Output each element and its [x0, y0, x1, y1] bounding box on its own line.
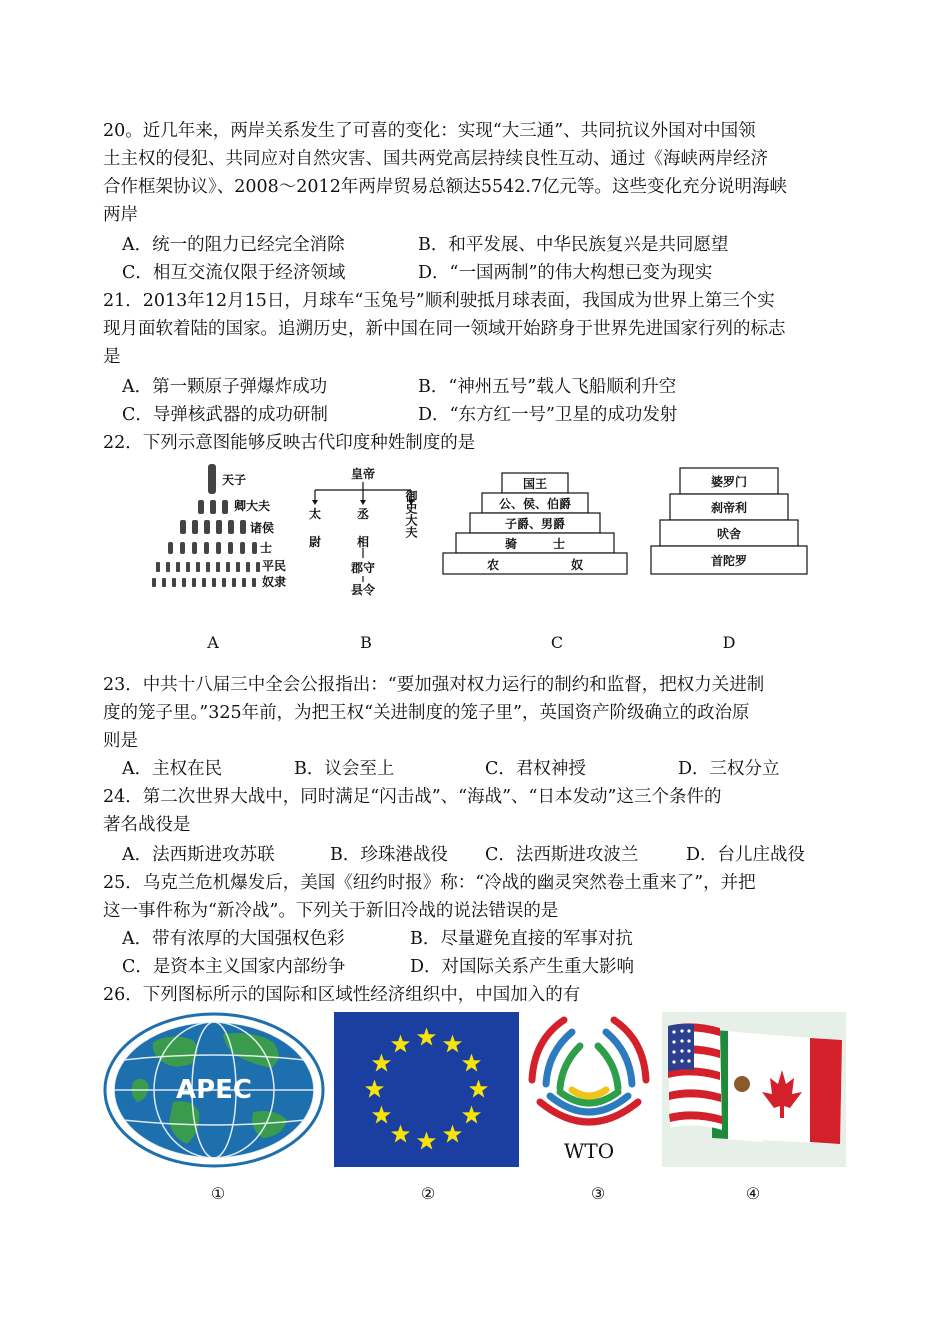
q23-line-3: 则是 — [103, 731, 138, 751]
q20-line-4: 两岸 — [103, 205, 138, 225]
q23-option-d: D．三权分立 — [678, 759, 780, 779]
q26-caption-4: ④ — [745, 1184, 761, 1203]
q23-option-b: B．议会至上 — [294, 759, 395, 779]
q22-caption-c: C — [550, 633, 564, 652]
q25-line-2: 这一事件称为“新冷战”。下列关于新旧冷战的说法错误的是 — [103, 901, 559, 921]
q20-line-2: 土主权的侵犯、共同应对自然灾害、国共两党高层持续良性互动、通过《海峡两岸经济 — [103, 149, 768, 169]
wto-logo-icon — [524, 1010, 654, 1170]
figure-a-label-qingdafu: 卿大夫 — [234, 499, 271, 513]
q23-option-a: A．主权在民 — [122, 759, 223, 779]
apec-logo-icon — [103, 1012, 325, 1168]
eu-flag-icon — [334, 1012, 519, 1167]
q22-caption-b: B — [360, 633, 372, 652]
q21-line-1: 21．2013年12月15日，月球车“玉兔号”顺利驶抵月球表面，我国成为世界上第三个实 — [103, 291, 775, 311]
figure-c-tier-3: 子爵、男爵 — [504, 517, 566, 531]
q26-caption-2: ② — [420, 1184, 436, 1203]
apec-logo-text: APEC — [175, 1075, 253, 1105]
figure-b-taiwei-2: 尉 — [308, 535, 322, 549]
q20-option-b: B．和平发展、中华民族复兴是共同愿望 — [418, 235, 729, 255]
q23-option-c: C．君权神授 — [485, 759, 586, 779]
figure-a-label-zhuhou: 诸侯 — [250, 521, 275, 535]
figure-b-taiwei-1: 太 — [308, 507, 322, 521]
figure-c-tier-4: 骑 士 — [504, 537, 566, 551]
q26-line-1: 26．下列图标所示的国际和区域性经济组织中，中国加入的有 — [103, 985, 581, 1005]
q26-caption-1: ① — [210, 1184, 226, 1203]
figure-a-label-nuli: 奴隶 — [262, 575, 287, 589]
q24-line-1: 24．第二次世界大战中，同时满足“闪击战”、“海战”、“日本发动”这三个条件的 — [103, 787, 722, 807]
figure-b-emperor: 皇帝 — [350, 467, 376, 481]
q23-line-1: 23．中共十八届三中全会公报指出：“要加强对权力运行的制约和监督，把权力关进制 — [103, 675, 765, 695]
q20-option-a: A．统一的阻力已经完全消除 — [122, 235, 345, 255]
q26-caption-3: ③ — [590, 1184, 606, 1203]
q25-option-a: A．带有浓厚的大国强权色彩 — [122, 929, 345, 949]
q21-line-2: 现月面软着陆的国家。追溯历史，新中国在同一领域开始跻身于世界先进国家行列的标志 — [103, 319, 786, 339]
q25-option-b: B．尽量避免直接的军事对抗 — [410, 929, 633, 949]
q24-option-c: C．法西斯进攻波兰 — [485, 845, 639, 865]
q22-caption-d: D — [722, 633, 736, 652]
q25-option-c: C．是资本主义国家内部纷争 — [122, 957, 346, 977]
figure-a-label-pingmin: 平民 — [262, 559, 287, 573]
figure-a-label-tianzi: 天子 — [222, 473, 247, 487]
figure-c-tier-5: 农 奴 — [486, 558, 584, 572]
q20-line-1: 20。近几年来，两岸关系发生了可喜的变化：实现“大三通”、共同抗议外国对中国领 — [103, 121, 756, 141]
q24-option-a: A．法西斯进攻苏联 — [122, 845, 275, 865]
nafta-flags-icon — [662, 1012, 846, 1167]
figure-b-yushidafu: 御史大夫 — [404, 490, 418, 538]
q25-line-1: 25．乌克兰危机爆发后，美国《纽约时报》称：“冷战的幽灵突然卷土重来了”，并把 — [103, 873, 756, 893]
q22-figure-c — [442, 472, 628, 576]
figure-a-emperor-icon — [208, 464, 216, 494]
q22-figure-a — [150, 462, 295, 592]
q24-option-b: B．珍珠港战役 — [330, 845, 448, 865]
figure-d-tier-3: 吠舍 — [716, 527, 742, 541]
figure-b-junshou: 郡守 — [350, 561, 376, 575]
q21-option-d: D．“东方红一号”卫星的成功发射 — [418, 405, 678, 425]
q22-figure-d — [650, 467, 808, 577]
figure-b-chengxiang-1: 丞 — [356, 507, 370, 521]
q21-line-3: 是 — [103, 347, 121, 367]
q22-line-1: 22．下列示意图能够反映古代印度种姓制度的是 — [103, 433, 476, 453]
figure-c-tier-2: 公、侯、伯爵 — [498, 497, 572, 511]
q22-caption-a: A — [207, 633, 219, 652]
figure-d-tier-4: 首陀罗 — [710, 554, 748, 568]
wto-logo-text: WTO — [563, 1139, 615, 1163]
figure-a-label-shi: 士 — [260, 541, 273, 555]
q20-line-3: 合作框架协议》、2008～2012年两岸贸易总额达5542.7亿元等。这些变化充分说明海峡 — [103, 177, 788, 197]
q20-option-d: D．“一国两制”的伟大构想已变为现实 — [418, 263, 713, 283]
mexico-emblem-icon — [734, 1076, 750, 1092]
figure-b-xianling: 县令 — [350, 583, 376, 596]
q21-option-c: C．导弹核武器的成功研制 — [122, 405, 328, 425]
q24-line-2: 著名战役是 — [103, 815, 191, 835]
figure-d-tier-1: 婆罗门 — [710, 475, 748, 489]
figure-b-chengxiang-2: 相 — [356, 535, 370, 549]
q23-line-2: 度的笼子里。”325年前，为把王权“关进制度的笼子里”，英国资产阶级确立的政治原 — [103, 703, 750, 723]
q20-option-c: C．相互交流仅限于经济领域 — [122, 263, 346, 283]
q25-option-d: D．对国际关系产生重大影响 — [410, 957, 635, 977]
figure-d-tier-2: 刹帝利 — [710, 501, 748, 515]
q21-option-b: B．“神州五号”载人飞船顺利升空 — [418, 377, 677, 397]
q22-figure-b — [303, 466, 423, 596]
figure-c-tier-1: 国王 — [522, 477, 548, 491]
q24-option-d: D．台儿庄战役 — [686, 845, 806, 865]
q21-option-a: A．第一颗原子弹爆炸成功 — [122, 377, 328, 397]
